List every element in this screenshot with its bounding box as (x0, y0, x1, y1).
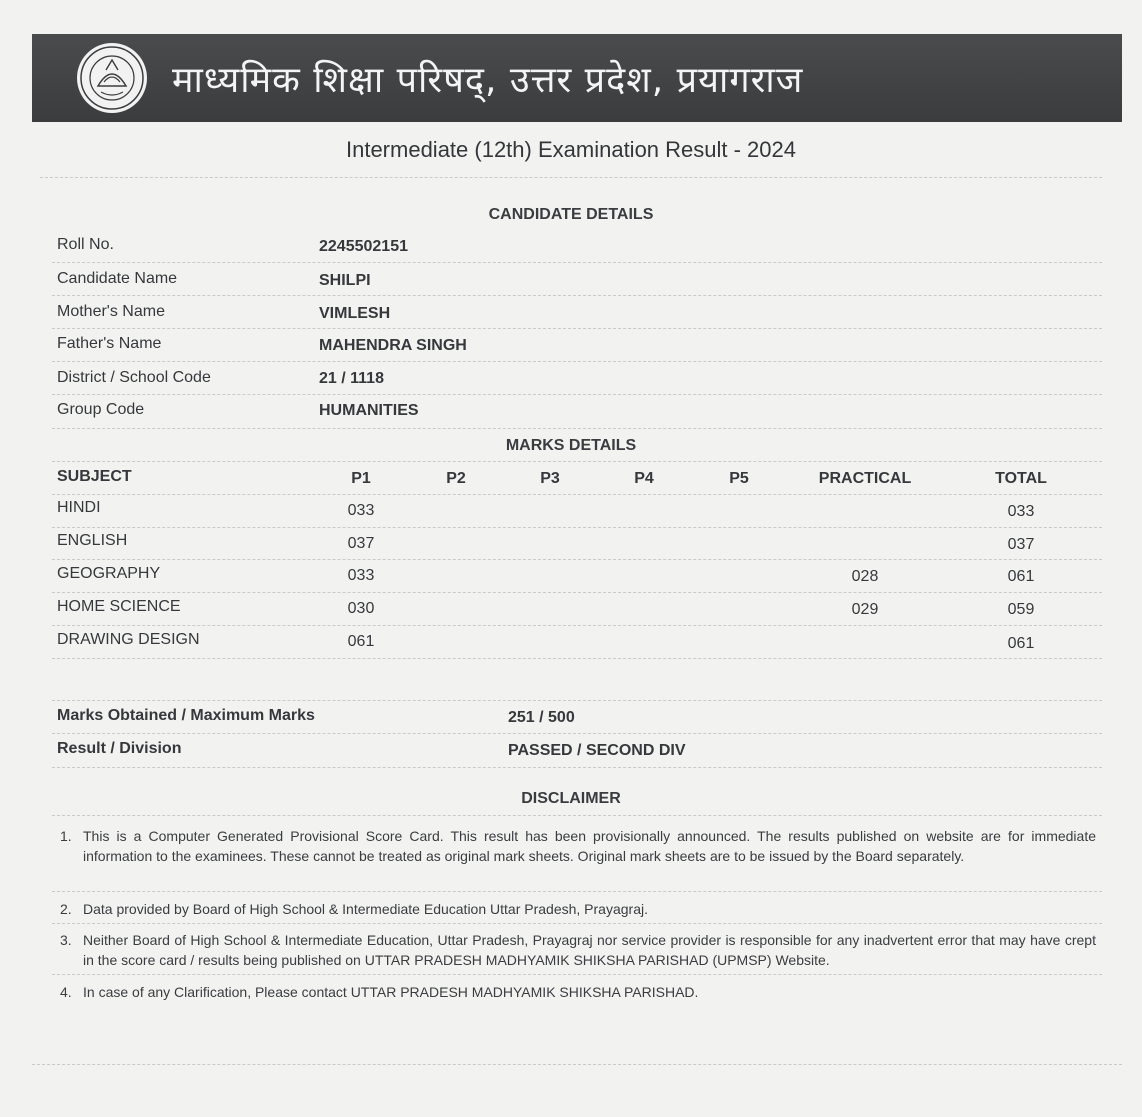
exam-title: Intermediate (12th) Examination Result - 2024 (345, 137, 796, 162)
row-divider (52, 428, 1102, 429)
subject-cell: HOME SCIENCE (57, 598, 181, 615)
disclaimer-heading: DISCLAIMER (521, 790, 621, 807)
p1-cell: 030 (347, 600, 375, 617)
board-seal-logo (76, 42, 148, 114)
disclaimer-text: Neither Board of High School & Intermediate Education, Uttar Pradesh, Prayagraj nor service provider is responsible for any inadvertent error that may have crept in the score card / results being published on UTTAR PRADESH MADHYAMIK SHIKSHA PARISHAD (UPMSP) Website. (83, 932, 1096, 968)
row-divider (52, 262, 1102, 263)
p1-cell: 033 (347, 567, 375, 584)
row-divider (52, 891, 1102, 892)
candidate-name-value: SHILPI (319, 272, 371, 289)
roll-no-label: Roll No. (57, 236, 114, 253)
row-divider (52, 658, 1102, 659)
row-divider (52, 625, 1102, 626)
disclaimer-text: This is a Computer Generated Provisional Score Card. This result has been provisionally announced. The results published on website are for immediate information to the examinees. These cannot be treated as original mark sheets. Original mark sheets are to be issued by the Board separately. (83, 828, 1096, 864)
subject-cell: HINDI (57, 499, 101, 516)
col-header-subject: SUBJECT (57, 468, 132, 485)
subject-cell: GEOGRAPHY (57, 565, 161, 582)
row-divider (52, 494, 1102, 495)
district-school-code-value: 21 / 1118 (319, 370, 384, 387)
divider (40, 177, 1102, 178)
row-divider (52, 527, 1102, 528)
subject-cell: ENGLISH (57, 532, 128, 549)
total-cell: 033 (1007, 503, 1035, 520)
disclaimer-item (60, 826, 1096, 866)
row-divider (52, 923, 1102, 924)
col-header-total: TOTAL (995, 470, 1047, 487)
subject-cell: DRAWING DESIGN (57, 631, 200, 648)
col-header-p1: P1 (351, 470, 371, 487)
mothers-name-value: VIMLESH (319, 305, 391, 322)
district-school-code-label: District / School Code (57, 369, 211, 386)
footer-divider (32, 1064, 1122, 1065)
disclaimer-item (60, 930, 1096, 970)
candidate-details-heading: CANDIDATE DETAILS (488, 206, 654, 223)
disclaimer-number: 4. (60, 984, 72, 1000)
board-name-title: माध्यमिक शिक्षा परिषद्, उत्तर प्रदेश, प्रयागराज (172, 60, 804, 101)
col-header-p2: P2 (446, 470, 466, 487)
candidate-name-label: Candidate Name (57, 270, 178, 287)
disclaimer-number: 3. (60, 932, 72, 948)
total-cell: 061 (1007, 568, 1035, 585)
disclaimer-item (60, 982, 1096, 1002)
row-divider (52, 700, 1102, 701)
total-cell: 059 (1007, 601, 1035, 618)
disclaimer-item (60, 899, 1096, 919)
row-divider (52, 815, 1102, 816)
row-divider (52, 733, 1102, 734)
fathers-name-value: MAHENDRA SINGH (319, 337, 467, 354)
group-code-value: HUMANITIES (319, 402, 419, 419)
disclaimer-text: Data provided by Board of High School & Intermediate Education Uttar Pradesh, Prayagraj. (83, 901, 648, 917)
marks-details-heading: MARKS DETAILS (505, 437, 637, 454)
col-header-p4: P4 (634, 470, 654, 487)
row-divider (52, 295, 1102, 296)
disclaimer-number: 1. (60, 828, 72, 844)
col-header-practical: PRACTICAL (818, 470, 912, 487)
fathers-name-label: Father's Name (57, 335, 162, 352)
row-divider (52, 974, 1102, 975)
col-header-p3: P3 (540, 470, 560, 487)
header-banner (32, 34, 1122, 122)
row-divider (52, 767, 1102, 768)
row-divider (52, 559, 1102, 560)
marks-obtained-value: 251 / 500 (508, 709, 575, 726)
total-cell: 061 (1007, 635, 1035, 652)
row-divider (52, 394, 1102, 395)
result-division-label: Result / Division (57, 740, 182, 757)
col-header-p5: P5 (729, 470, 749, 487)
disclaimer-text: In case of any Clarification, Please contact UTTAR PRADESH MADHYAMIK SHIKSHA PARISHAD. (83, 984, 699, 1000)
roll-no-value: 2245502151 (319, 238, 408, 255)
p1-cell: 033 (347, 502, 375, 519)
row-divider (52, 328, 1102, 329)
practical-cell: 029 (851, 601, 879, 618)
practical-cell: 028 (851, 568, 879, 585)
row-divider (52, 592, 1102, 593)
row-divider (52, 361, 1102, 362)
p1-cell: 061 (347, 633, 375, 650)
marks-obtained-label: Marks Obtained / Maximum Marks (57, 707, 315, 724)
p1-cell: 037 (347, 535, 375, 552)
mothers-name-label: Mother's Name (57, 303, 165, 320)
result-division-value: PASSED / SECOND DIV (508, 742, 686, 759)
group-code-label: Group Code (57, 401, 145, 418)
disclaimer-number: 2. (60, 901, 72, 917)
row-divider (52, 461, 1102, 462)
total-cell: 037 (1007, 536, 1035, 553)
